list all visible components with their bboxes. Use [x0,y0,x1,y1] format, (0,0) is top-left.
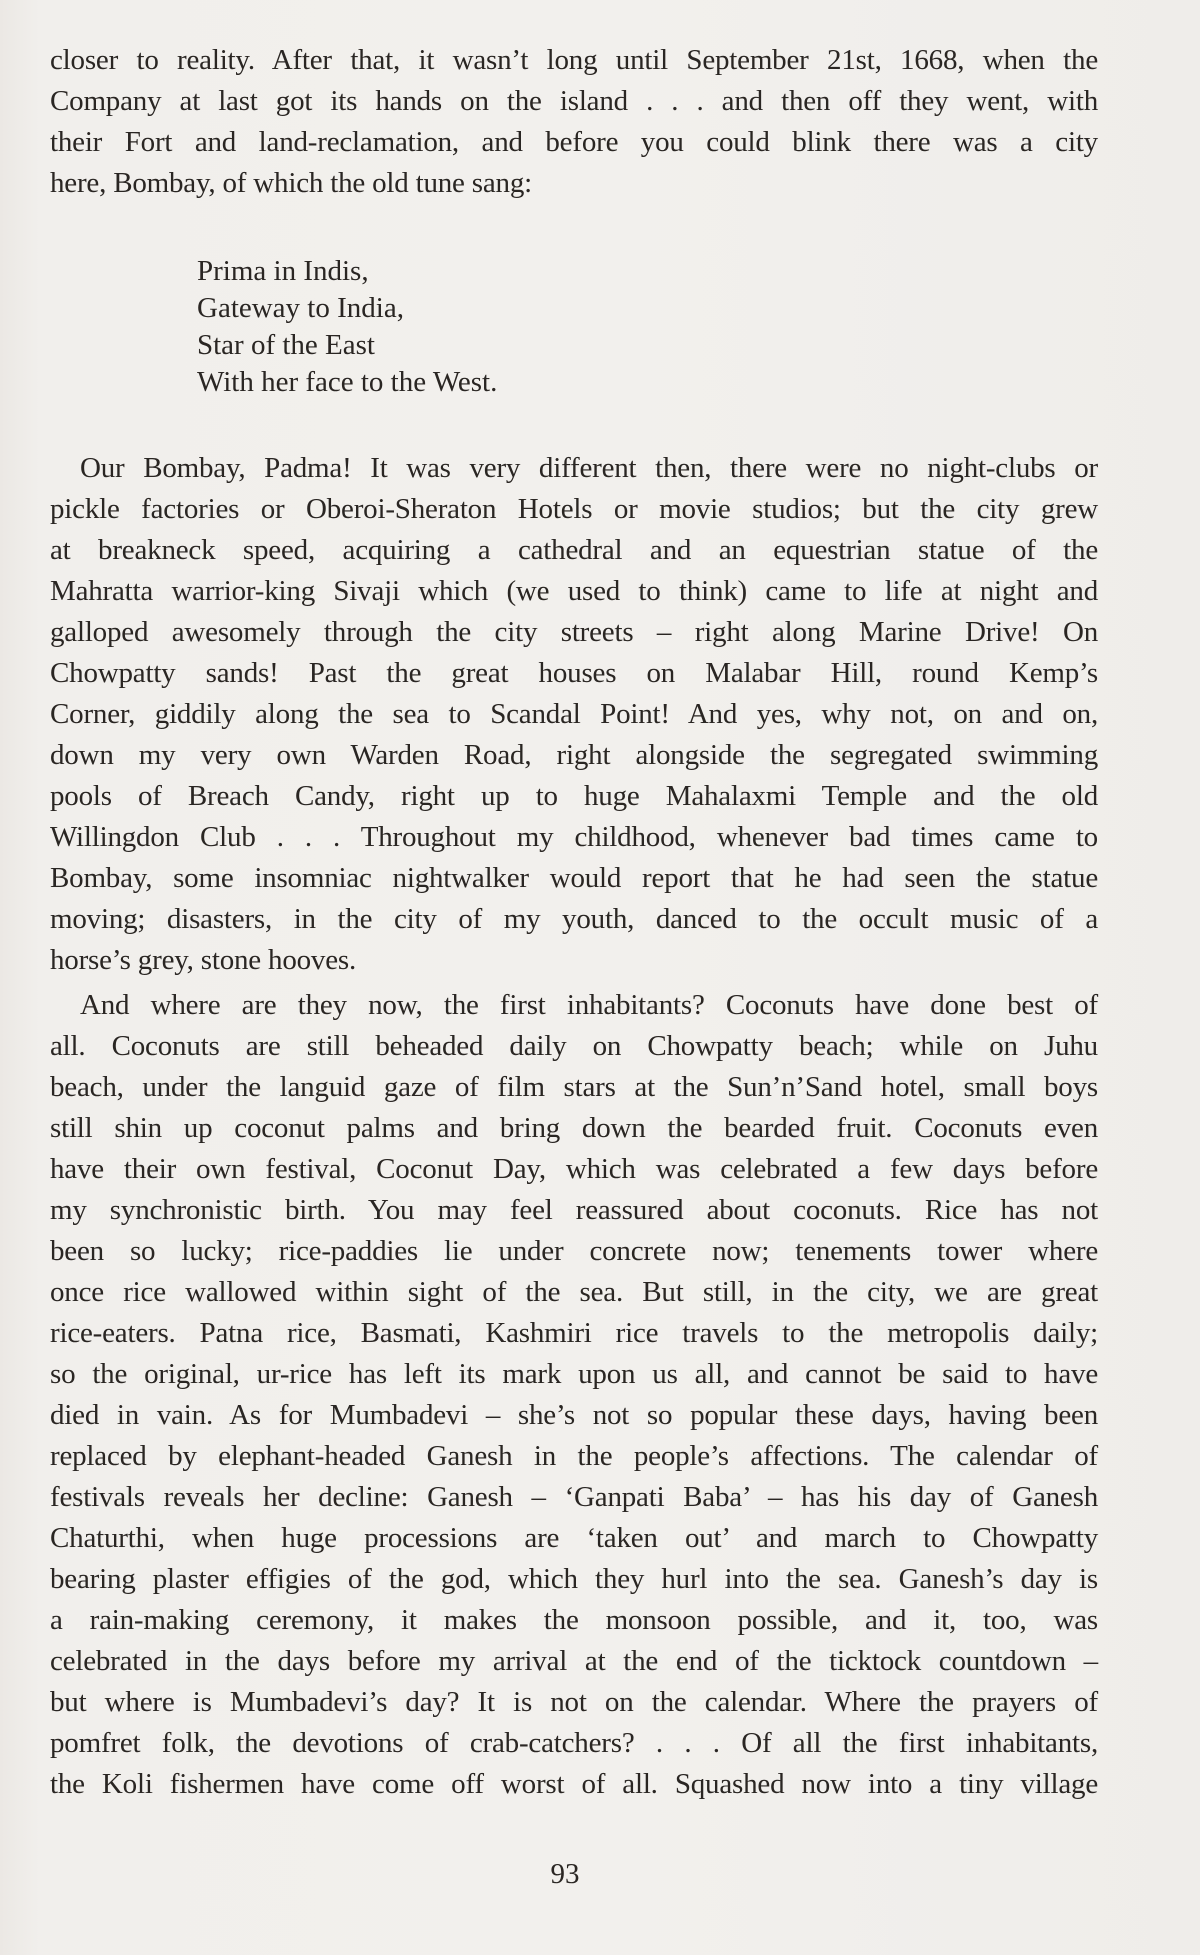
text-line: Willingdon Club . . . Throughout my childhood, whenever bad times came to [50,821,1098,853]
text-line: rice-eaters. Patna rice, Basmati, Kashmiri rice travels to the metropolis daily; [50,1317,1098,1349]
text-line: all. Coconuts are still beheaded daily on Chowpatty beach; while on Juhu [50,1030,1098,1062]
text-line: moving; disasters, in the city of my youth, danced to the occult music of a [50,903,1098,935]
text-line: the Koli fishermen have come off worst of all. Squashed now into a tiny village [50,1768,1098,1800]
page-number: 93 [550,1858,580,1890]
text-line: replaced by elephant-headed Ganesh in the people’s affections. The calendar of [50,1440,1098,1472]
text-line: but where is Mumbadevi’s day? It is not on the calendar. Where the prayers of [50,1686,1098,1718]
text-line: here, Bombay, of which the old tune sang: [50,167,532,199]
text-line: Company at last got its hands on the island . . . and then off they went, with [50,85,1098,117]
text-line: pools of Breach Candy, right up to huge Mahalaxmi Temple and the old [50,780,1098,812]
text-line: galloped awesomely through the city streets – right along Marine Drive! On [50,616,1098,648]
paragraph-our-bombay [50,448,1098,981]
text-line: have their own festival, Coconut Day, which was celebrated a few days before [50,1153,1098,1185]
text-line: Bombay, some insomniac nightwalker would report that he had seen the statue [50,862,1098,894]
text-line: Mahratta warrior-king Sivaji which (we used to think) came to life at night and [50,575,1098,607]
text-line: once rice wallowed within sight of the sea. But still, in the city, we are great [50,1276,1098,1308]
text-line: Chowpatty sands! Past the great houses on Malabar Hill, round Kemp’s [50,657,1098,689]
text-line: Our Bombay, Padma! It was very different then, there were no night-clubs or [80,452,1098,484]
text-line: bearing plaster effigies of the god, which they hurl into the sea. Ganesh’s day is [50,1563,1098,1595]
text-line: And where are they now, the first inhabitants? Coconuts have done best of [80,989,1098,1021]
text-line: horse’s grey, stone hooves. [50,944,357,976]
text-line: closer to reality. After that, it wasn’t long until September 21st, 1668, when the [50,44,1098,76]
text-line: festivals reveals her decline: Ganesh – ‘Ganpati Baba’ – has his day of Ganesh [50,1481,1098,1513]
text-line: still shin up coconut palms and bring down the bearded fruit. Coconuts even [50,1112,1098,1144]
text-line: pickle factories or Oberoi-Sheraton Hotels or movie studios; but the city grew [50,493,1098,525]
text-line: died in vain. As for Mumbadevi – she’s not so popular these days, having been [50,1399,1098,1431]
text-line: a rain-making ceremony, it makes the monsoon possible, and it, too, was [50,1604,1098,1636]
text-line: Corner, giddily along the sea to Scandal Point! And yes, why not, on and on, [50,698,1098,730]
text-line: down my very own Warden Road, right alongside the segregated swimming [50,739,1098,771]
text-line: beach, under the languid gaze of film stars at the Sun’n’Sand hotel, small boys [50,1071,1098,1103]
verse-line: Gateway to India, [197,292,404,324]
text-line: my synchronistic birth. You may feel reassured about coconuts. Rice has not [50,1194,1098,1226]
text-line: at breakneck speed, acquiring a cathedral and an equestrian statue of the [50,534,1098,566]
text-line: their Fort and land-reclamation, and before you could blink there was a city [50,126,1098,158]
verse-line: Star of the East [197,329,375,361]
verse-line: Prima in Indis, [197,255,369,287]
paragraph-first-inhabitants [50,985,1098,1805]
paragraph-intro [50,40,1098,204]
text-line: been so lucky; rice-paddies lie under concrete now; tenements tower where [50,1235,1098,1267]
verse-quotation [197,253,497,401]
verse-line: With her face to the West. [197,366,498,398]
text-line: pomfret folk, the devotions of crab-catchers? . . . Of all the first inhabitants, [50,1727,1098,1759]
text-line: Chaturthi, when huge processions are ‘taken out’ and march to Chowpatty [50,1522,1098,1554]
text-line: so the original, ur-rice has left its mark upon us all, and cannot be said to have [50,1358,1098,1390]
text-line: celebrated in the days before my arrival at the end of the ticktock countdown – [50,1645,1098,1677]
